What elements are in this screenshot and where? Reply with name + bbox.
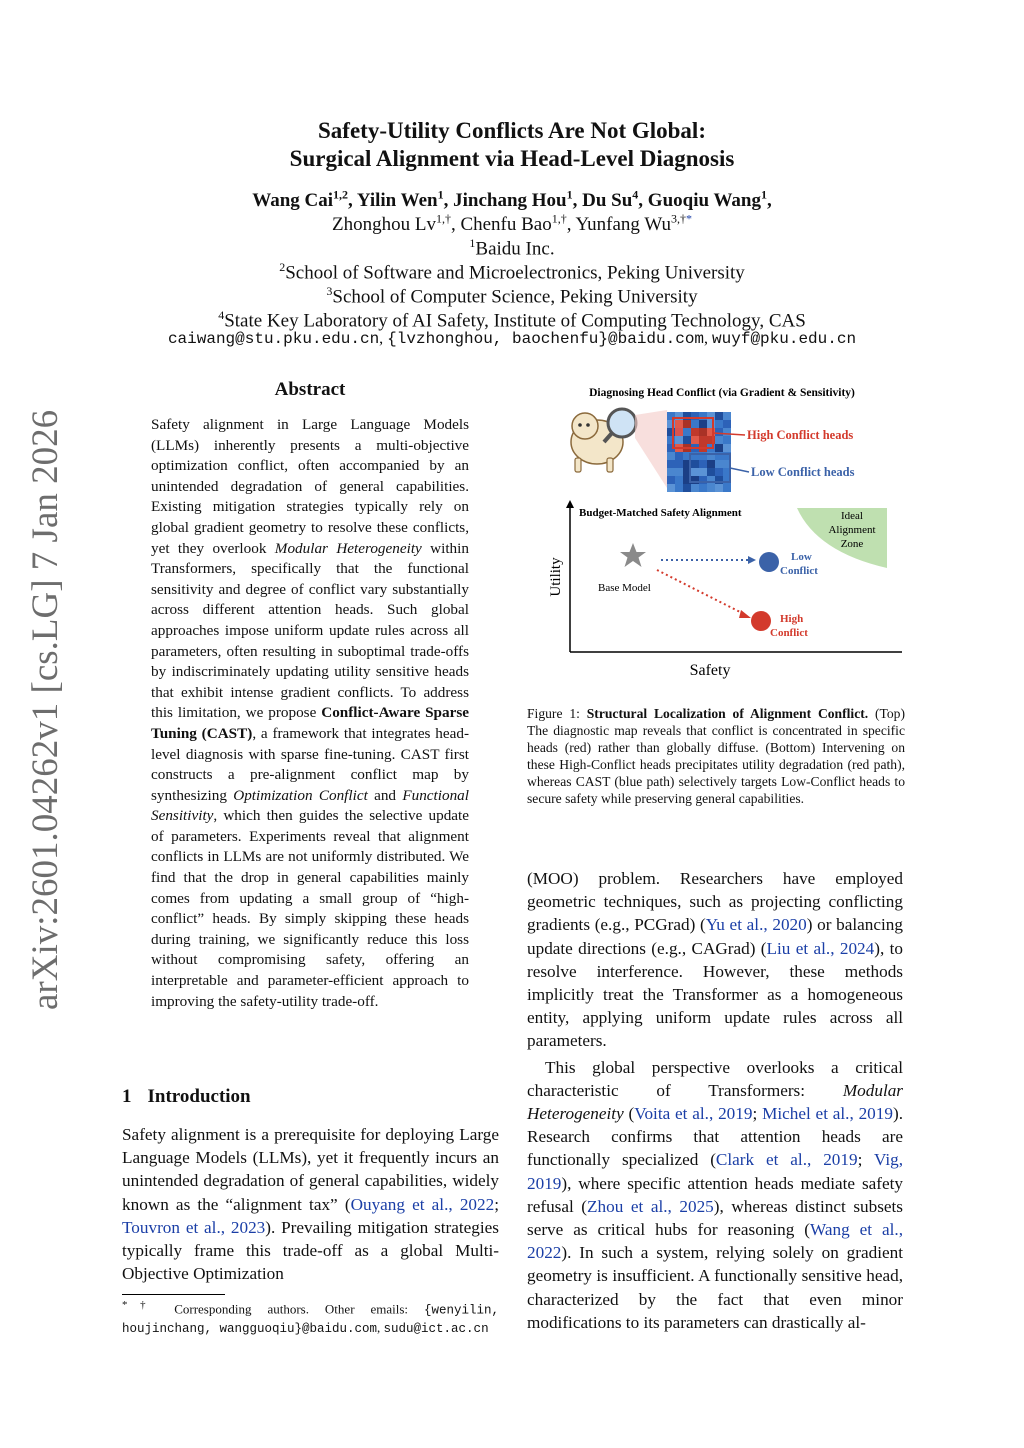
affiliation-1: $^1$Baidu Inc. xyxy=(469,236,555,260)
abstract-body: Safety alignment in Large Language Models (LLMs) inherently presents a multi-objective optimization conflict, often accompanied by an unintended degradation of general capabilities. Existing mitigation strategies typically rely on global gradient geometry to resolve these conflicts, yet they overlook Modular Heterogeneity within Transformers, specifically that the functional sensitivity and degree of conflict vary substantially across different attention heads. Such global approaches impose uniform update rules across all parameters, often resulting in suboptimal trade-offs by indiscriminately updating utility sensitive heads that exhibit intense gradient conflicts. To address this limitation, we propose Conflict-Aware Sparse Tuning (CAST), a framework that integrates head-level diagnosis with sparse fine-tuning. CAST first constructs a pre-alignment conflict map by synthesizing Optimization Conflict and Functional Sensitivity, which then guides the selective update of parameters. Experiments reveal that alignment conflicts in LLMs are not uniformly distributed. We find that the drop in general capabilities mainly comes from updating a small group of “high-conflict” heads. By simply skipping these heads during training, we significantly reduce this loss without compromising safety, offering an interpretable and parameter-efficient approach to improving the safety-utility trade-off. xyxy=(151,416,469,1010)
low-conflict-point xyxy=(759,552,779,572)
author: Wang Cai$^{1,2}$, xyxy=(252,188,357,212)
heatmap-cell xyxy=(683,428,691,436)
heatmap-cell xyxy=(691,484,699,492)
heatmap-cell xyxy=(667,460,675,468)
ideal-zone-label-1: Ideal xyxy=(841,510,863,522)
heatmap-cell xyxy=(723,436,731,444)
high-conflict-point-label-1: High xyxy=(780,613,804,625)
author: Guoqiu Wang$^1$, xyxy=(647,188,772,212)
low-conflict-point-label-2: Conflict xyxy=(780,565,818,577)
heatmap-cell xyxy=(675,420,683,428)
magnifier-icon xyxy=(604,409,636,442)
heatmap-cell xyxy=(723,484,731,492)
heatmap-cell xyxy=(715,460,723,468)
abstract-heading: Abstract xyxy=(274,379,346,400)
heatmap-cell xyxy=(715,420,723,428)
heatmap-cell xyxy=(683,436,691,444)
low-pointer xyxy=(730,468,749,472)
heatmap-cell xyxy=(667,468,675,476)
author: Zhonghou $Lv^{1,\dagger}$, xyxy=(331,212,461,236)
figure-1 xyxy=(527,380,907,680)
citation-link[interactable]: Clark et al., 2019 xyxy=(715,1150,858,1170)
paragraph: (MOO) problem. Researchers have employed geometric techniques, such as projecting conflicting gradients (e.g., PCGrad) (Yu et al., 2020) or balancing update directions (e.g., CAGrad) (Liu et al., 2024), to resolve interference. However, these methods implicitly treat the Transformer as a homogeneous entity, applying uniform update rules across all parameters. xyxy=(527,869,903,1051)
heatmap-cell xyxy=(715,468,723,476)
citation-link[interactable]: Wang et al., 2022 xyxy=(527,1220,903,1263)
heatmap-cell xyxy=(675,460,683,468)
author: Du Su$^4$, xyxy=(582,188,648,212)
figure-1-caption: Figure 1: Structural Localization of Alignment Conflict. (Top) The diagnostic map reveals that conflict is concentrated in specific heads (red) rather than globally diffuse. (Bottom) Intervening on these High-Conflict heads precipitates utility degradation (red path), whereas CAST (blue path) selectively targets Low-Conflict heads to secure safety while preserving general capabilities. xyxy=(527,706,906,806)
heatmap-cell xyxy=(675,452,683,460)
citation-link[interactable]: Vig, 2019 xyxy=(527,1150,904,1193)
heatmap-cell xyxy=(715,436,723,444)
paper-title-line1: Safety-Utility Conflicts Are Not Global: xyxy=(318,118,706,143)
citation-link[interactable]: Ouyang et al., 2022 xyxy=(350,1194,495,1214)
heatmap-cell xyxy=(723,420,731,428)
author: Yilin Wen$^1$, xyxy=(356,188,454,212)
heatmap-cell xyxy=(675,428,683,436)
heatmap-cell xyxy=(683,420,691,428)
heatmap-cell xyxy=(675,476,683,484)
low-conflict-label: Low Conflict heads xyxy=(751,465,855,479)
conflict-heatmap xyxy=(667,412,731,492)
author: Chenfu Bao$^{1,\dagger}$, xyxy=(460,212,576,236)
citation-link[interactable]: Yu et al., 2020 xyxy=(705,915,807,935)
heatmap-cell xyxy=(691,428,699,436)
author: Jinchang Hou$^1$, xyxy=(453,188,583,212)
figure-top-title: Diagnosing Head Conflict (via Gradient & Sensitivity) xyxy=(589,387,855,399)
right-column-body xyxy=(527,867,903,1334)
email[interactable]: wuyf@pku.edu.cn xyxy=(712,330,857,348)
red-path xyxy=(657,570,744,614)
paper-title-line2: Surgical Alignment via Head-Level Diagnosis xyxy=(289,146,735,171)
heatmap-cell xyxy=(667,484,675,492)
heatmap-cell xyxy=(691,420,699,428)
heatmap-cell xyxy=(675,468,683,476)
email[interactable]: caiwang@stu.pku.edu.cn xyxy=(167,330,380,348)
high-conflict-label: High Conflict heads xyxy=(747,428,854,442)
ideal-zone-label-3: Zone xyxy=(840,538,864,550)
heatmap-cell xyxy=(683,484,691,492)
footnote: *† Corresponding authors. Other emails: {wenyilin, houjinchang, wangguoqiu}@baidu.com, sudu@ict.ac.cn xyxy=(122,1299,500,1337)
heatmap-cell xyxy=(675,484,683,492)
heatmap-cell xyxy=(667,476,675,484)
email[interactable]: {lvzhonghou, baochenfu}@baidu.com xyxy=(387,330,705,348)
x-axis-label: Safety xyxy=(689,662,731,679)
figure-1-graphic xyxy=(527,380,907,680)
citation-link[interactable]: Michel et al., 2019 xyxy=(762,1104,893,1124)
author: Yunfang $Wu^{3,\dagger*}$ xyxy=(575,212,693,236)
heatmap-cell xyxy=(707,484,715,492)
heatmap-cell xyxy=(715,444,723,452)
citation-link[interactable]: Zhou et al., 2025 xyxy=(587,1196,714,1216)
base-model-label: Base Model xyxy=(598,582,651,594)
heatmap-cell xyxy=(715,412,723,420)
affiliation-2: $^2$School of Software and Microelectronics, Peking University xyxy=(279,260,745,284)
heatmap-cell xyxy=(723,412,731,420)
author-emails: caiwang@stu.pku.edu.cn, {lvzhonghou, baochenfu}@baidu.com, wuyf@pku.edu.cn xyxy=(167,330,857,348)
citation-link[interactable]: Voita et al., 2019 xyxy=(634,1104,753,1124)
heatmap-cell xyxy=(715,428,723,436)
heatmap-cell xyxy=(691,436,699,444)
citation-link[interactable]: Liu et al., 2024 xyxy=(766,938,875,958)
heatmap-cell xyxy=(699,460,707,468)
heatmap-cell xyxy=(675,436,683,444)
heatmap-cell xyxy=(707,468,715,476)
high-conflict-point-label-2: Conflict xyxy=(770,627,808,639)
high-conflict-point xyxy=(751,611,771,631)
heatmap-cell xyxy=(715,484,723,492)
footnote-rule xyxy=(122,1294,225,1295)
section-heading-introduction: 1 Introduction xyxy=(122,1086,251,1107)
heatmap-cell xyxy=(699,484,707,492)
heatmap-cell xyxy=(699,428,707,436)
heatmap-cell xyxy=(699,468,707,476)
citation-link[interactable]: Touvron et al., 2023 xyxy=(122,1217,266,1237)
heatmap-cell xyxy=(691,468,699,476)
base-model-star xyxy=(620,543,646,567)
intro-paragraph: Safety alignment is a prerequisite for deploying Large Language Models (LLMs), yet it frequently incurs an unintended degradation of general capabilities, widely known as the “alignment tax” (Ouyang et al., 2022; Touvron et al., 2023). Prevailing mitigation strategies typically frame this trade-off as a global Multi-Objective Optimization xyxy=(122,1125,499,1284)
y-axis-label: Utility xyxy=(548,557,564,597)
ideal-zone-label-2: Alignment xyxy=(828,524,876,536)
heatmap-cell xyxy=(691,460,699,468)
heatmap-cell xyxy=(699,420,707,428)
affiliation-3: $^3$School of Computer Science, Peking University xyxy=(326,284,698,308)
heatmap-cell xyxy=(667,452,675,460)
heatmap-cell xyxy=(723,444,731,452)
arxiv-stamp: arXiv:2601.04262v1 [cs.LG] 7 Jan 2026 xyxy=(25,409,66,1010)
heatmap-cell xyxy=(707,460,715,468)
heatmap-cell xyxy=(699,436,707,444)
paragraph: This global perspective overlooks a critical characteristic of Transformers: Modular Heterogeneity (Voita et al., 2019; Michel et al., 2019). Research confirms that attention heads are functionally specialized (Clark et al., 2019; Vig, 2019), where specific attention heads mediate safety refusal (Zhou et al., 2025), whereas distinct subsets serve as critical hubs for reasoning (Wang et al., 2022). In such a system, relying solely on gradient geometry is insufficient. A functionally sensitive head, characterized by the fact that even minor modifications to its parameters can drastically al- xyxy=(527,1057,904,1332)
plot-title: Budget-Matched Safety Alignment xyxy=(579,507,742,519)
affiliation-4: $^4$State Key Laboratory of AI Safety, Institute of Computing Technology, CAS xyxy=(218,308,806,332)
low-conflict-point-label-1: Low xyxy=(791,551,812,563)
